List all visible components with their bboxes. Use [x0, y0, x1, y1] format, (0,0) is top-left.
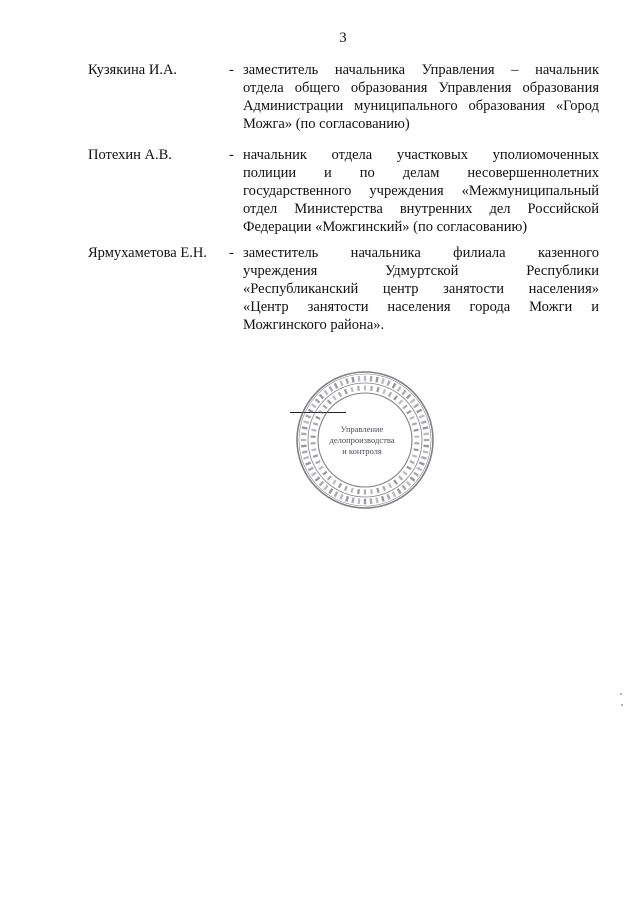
seal-letter-mark	[393, 479, 398, 484]
seal-letter-mark	[386, 494, 390, 500]
seal-letter-mark	[315, 476, 321, 481]
seal-letter-mark	[358, 376, 361, 382]
seal-letter-mark	[334, 383, 339, 389]
seal-letter-mark	[311, 442, 316, 445]
seal-letter-mark	[318, 466, 323, 471]
member-position	[243, 61, 599, 133]
seal-letter-mark	[303, 456, 309, 460]
seal-letter-mark	[381, 496, 385, 502]
seal-letter-mark	[424, 439, 430, 441]
seal-letter-mark	[406, 481, 412, 487]
seal-letter-mark	[327, 400, 332, 405]
seal-letter-mark	[311, 403, 317, 408]
seal-letter-mark	[338, 483, 342, 488]
seal-letter-mark	[402, 471, 407, 476]
position-line: полиции и по делам несовершеннолетних	[243, 165, 599, 181]
seal-letter-mark	[406, 466, 411, 471]
seal-letter-mark	[332, 395, 337, 400]
seal-letter-mark	[370, 498, 373, 504]
seal-letter-mark	[376, 387, 379, 392]
seal-letter-mark	[412, 422, 417, 426]
seal-letter-mark	[413, 472, 419, 477]
seal-letter-mark	[419, 414, 425, 418]
seal-letter-mark	[370, 376, 373, 382]
seal-letter-mark	[370, 386, 373, 391]
position-line: заместитель начальника Управления – начальник	[243, 62, 599, 78]
seal-letter-mark	[422, 426, 428, 429]
seal-letter-mark	[388, 483, 392, 488]
seal-letter-mark	[313, 422, 318, 426]
seal-letter-mark	[302, 426, 308, 429]
member-name: Кузякина И.А.	[88, 62, 178, 78]
position-line: учреждения Удмуртской Республики	[243, 263, 599, 279]
seal-letter-mark	[332, 479, 337, 484]
position-line: отдел Министерства внутренних дел Российской	[243, 201, 599, 217]
seal-letter-mark	[413, 429, 418, 432]
seal-letter-mark	[338, 392, 342, 397]
seal-letter-mark	[301, 445, 307, 448]
seal-letter-mark	[393, 395, 398, 400]
seal-letter-mark	[315, 460, 320, 464]
seal-letter-mark	[311, 448, 316, 451]
seal-letter-mark	[350, 488, 353, 493]
seal-letter-mark	[311, 429, 316, 432]
position-line: Федерации «Можгинский» (по согласованию)	[243, 219, 528, 235]
seal-letter-mark	[402, 404, 407, 409]
seal-letter-mark	[376, 488, 379, 493]
position-line: Администрации муниципального образования «Город	[243, 98, 599, 114]
seal-letter-mark	[398, 400, 403, 405]
seal-letter-mark	[301, 439, 307, 441]
seal-letter-mark	[414, 442, 419, 445]
entry-dash: -	[229, 147, 234, 163]
position-line: «Центр занятости населения города Можги и	[243, 299, 599, 315]
seal-letter-mark	[406, 410, 411, 415]
seal-letter-mark	[364, 490, 366, 495]
position-line: отдела общего образования Управления образования	[243, 80, 599, 96]
seal-letter-mark	[358, 498, 361, 504]
seal-letter-mark	[409, 416, 414, 420]
seal-letter-mark	[328, 488, 333, 494]
seal-letter-mark	[323, 485, 328, 491]
seal-letter-mark	[319, 394, 325, 400]
seal-letter-mark	[406, 394, 412, 400]
seal-letter-mark	[344, 486, 348, 491]
seal-letter-mark	[303, 420, 309, 424]
official-seal	[290, 365, 440, 515]
seal-letter-mark	[351, 497, 354, 503]
seal-letter-mark	[392, 491, 397, 497]
seal-letter-mark	[398, 475, 403, 480]
position-line: Можга» (по согласованию)	[243, 116, 410, 132]
seal-letter-mark	[318, 410, 323, 415]
seal-letter-mark	[302, 450, 308, 453]
seal-letter-mark	[401, 390, 406, 396]
seal-letter-mark	[339, 380, 343, 386]
seal-letter-mark	[305, 461, 311, 465]
seal-letter-mark	[323, 390, 328, 396]
seal-letter-mark	[370, 489, 373, 494]
seal-letter-mark	[327, 475, 332, 480]
seal-letter-mark	[386, 380, 390, 386]
member-name: Ярмухаметова Е.Н.	[88, 245, 207, 261]
position-line: «Республиканский центр занятости населения»	[243, 281, 599, 297]
seal-letter-mark	[382, 486, 386, 491]
seal-letter-mark	[305, 414, 311, 418]
seal-letter-mark	[351, 377, 354, 383]
seal-letter-mark	[423, 445, 429, 448]
seal-letter-mark	[388, 392, 392, 397]
member-position	[243, 146, 599, 236]
seal-letter-mark	[414, 435, 419, 438]
seal-letter-mark	[421, 456, 427, 460]
seal-letter-mark	[421, 420, 427, 424]
scan-artifact	[620, 693, 622, 695]
seal-letter-mark	[311, 472, 317, 477]
member-name: Потехин А.В.	[88, 147, 172, 163]
seal-letter-mark	[339, 494, 343, 500]
seal-letter-mark	[334, 491, 339, 497]
seal-letter-mark	[301, 433, 307, 436]
seal-letter-mark	[397, 386, 402, 392]
seal-letter-mark	[345, 496, 349, 502]
seal-letter-mark	[413, 403, 419, 408]
seal-letter-mark	[322, 471, 327, 476]
seal-letter-mark	[397, 488, 402, 494]
seal-letter-mark	[392, 383, 397, 389]
seal-letter-mark	[381, 378, 385, 384]
seal-letter-mark	[413, 448, 418, 451]
seal-letter-mark	[416, 409, 422, 414]
seal-letter-mark	[344, 389, 348, 394]
seal-letter-mark	[422, 450, 428, 453]
entry-dash: -	[229, 62, 234, 78]
seal-letter-mark	[364, 376, 366, 382]
seal-letter-mark	[382, 389, 386, 394]
position-line: Можгинского района».	[243, 317, 385, 333]
position-line: государственного учреждения «Межмуниципальный	[243, 183, 599, 199]
seal-letter-mark	[401, 485, 406, 491]
seal-letter-mark	[319, 481, 325, 487]
seal-letter-mark	[357, 386, 360, 391]
seal-letter-mark	[364, 499, 366, 505]
seal-letter-mark	[350, 387, 353, 392]
seal-center-text: Управление	[340, 424, 384, 434]
seal-letter-mark	[412, 454, 417, 458]
seal-letter-mark	[419, 461, 425, 465]
seal-letter-mark	[423, 433, 429, 436]
seal-letter-mark	[308, 409, 314, 414]
position-line: начальник отдела участковых уполиомоченных	[243, 147, 599, 163]
seal-letter-mark	[416, 467, 422, 472]
seal-letter-mark	[410, 398, 416, 403]
seal-letter-mark	[364, 386, 366, 391]
seal-letter-mark	[315, 398, 321, 403]
scan-artifact	[621, 704, 623, 706]
seal-letter-mark	[409, 460, 414, 464]
position-line: заместитель начальника филиала казенного	[243, 245, 599, 261]
seal-letter-mark	[410, 476, 416, 481]
member-position	[243, 244, 599, 334]
page-number: 3	[339, 30, 347, 46]
entry-dash: -	[229, 245, 234, 261]
seal-center-text: и контроля	[342, 446, 382, 456]
seal-center-text: делопроизводства	[329, 435, 395, 445]
seal-letter-mark	[313, 454, 318, 458]
seal-letter-mark	[328, 386, 333, 392]
seal-letter-mark	[322, 404, 327, 409]
seal-letter-mark	[375, 377, 378, 383]
seal-letter-mark	[311, 435, 316, 438]
seal-letter-mark	[345, 378, 349, 384]
seal-letter-mark	[375, 497, 378, 503]
seal-letter-mark	[357, 489, 360, 494]
seal-letter-mark	[308, 467, 314, 472]
seal-letter-mark	[315, 416, 320, 420]
